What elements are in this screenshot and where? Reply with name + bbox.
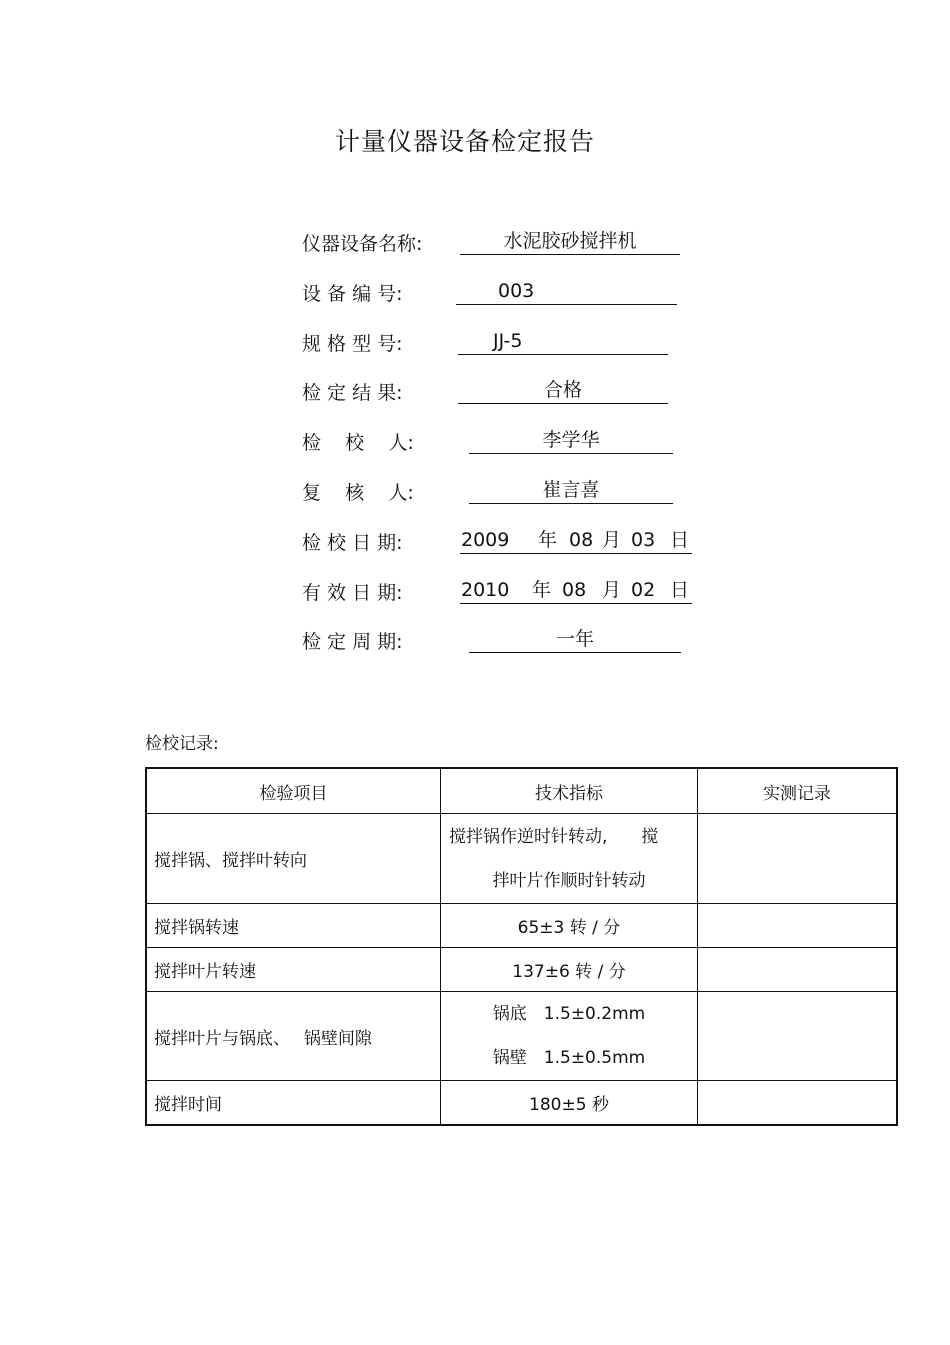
field-value-calibration-date <box>460 528 692 554</box>
row-item: 搅拌叶片转速 <box>146 948 441 992</box>
field-value-model <box>458 329 668 355</box>
valid-day-unit: 日 <box>670 579 690 601</box>
row-item: 搅拌锅转速 <box>146 904 441 948</box>
header-record: 实测记录 <box>698 768 898 814</box>
header-item: 检验项目 <box>146 768 441 814</box>
spec-line-2: 拌叶片作顺时针转动 <box>492 870 646 891</box>
calibration-year-unit: 年 <box>538 529 558 551</box>
field-value-reviewer: 崔言喜 <box>469 478 673 504</box>
spec-line-2: 锅壁 1.5±0.5mm <box>492 1048 646 1068</box>
field-label-calibration-date: 检 校 日 期: <box>302 532 403 554</box>
field-label-equipment-name: 仪器设备名称: <box>302 233 423 255</box>
field-value-equipment-name: 水泥胶砂搅拌机 <box>460 229 680 255</box>
field-value-period: 一年 <box>469 627 681 653</box>
field-value-valid-date <box>460 578 692 604</box>
field-label-equipment-number: 设 备 编 号: <box>302 283 403 305</box>
valid-month-unit: 月 <box>602 579 622 601</box>
valid-year-unit: 年 <box>532 579 552 601</box>
table-row <box>146 992 897 1081</box>
row-spec <box>441 992 698 1081</box>
equipment-number-text: 003 <box>498 280 535 302</box>
valid-day: 02 <box>631 579 656 601</box>
spec-line-1: 搅拌锅作逆时针转动, 搅 <box>449 826 659 847</box>
table-row <box>146 814 897 904</box>
calibration-record-table-wrapper <box>145 767 898 1126</box>
report-title: 计量仪器设备检定报告 <box>334 127 595 156</box>
row-item: 搅拌叶片与锅底、 锅壁间隙 <box>146 992 441 1081</box>
calibration-day: 03 <box>631 529 656 551</box>
row-record[interactable] <box>698 1081 898 1125</box>
table-header-row <box>146 768 897 814</box>
row-item: 搅拌锅、搅拌叶转向 <box>146 814 441 904</box>
record-section-label: 检校记录: <box>145 734 219 754</box>
valid-year: 2010 <box>461 579 510 601</box>
field-label-inspector: 检 校 人: <box>302 432 414 454</box>
row-spec <box>441 814 698 904</box>
header-spec: 技术指标 <box>441 768 698 814</box>
row-spec: 65±3 转 / 分 <box>441 904 698 948</box>
field-value-result: 合格 <box>458 378 668 404</box>
valid-month: 08 <box>562 579 587 601</box>
field-label-period: 检 定 周 期: <box>302 631 403 653</box>
field-value-equipment-number <box>456 279 677 305</box>
row-record[interactable] <box>698 948 898 992</box>
row-item: 搅拌时间 <box>146 1081 441 1125</box>
calibration-record-table <box>145 767 898 1126</box>
row-record[interactable] <box>698 992 898 1081</box>
field-label-result: 检 定 结 果: <box>302 382 403 404</box>
calibration-month-unit: 月 <box>602 529 622 551</box>
field-label-model: 规 格 型 号: <box>302 333 403 355</box>
calibration-month: 08 <box>569 529 594 551</box>
field-label-valid-date: 有 效 日 期: <box>302 582 403 604</box>
table-row <box>146 1081 897 1125</box>
calibration-year: 2009 <box>461 529 510 551</box>
field-value-inspector: 李学华 <box>469 428 673 454</box>
row-spec: 180±5 秒 <box>441 1081 698 1125</box>
field-label-reviewer: 复 核 人: <box>302 482 414 504</box>
model-text: JJ-5 <box>493 330 523 352</box>
row-spec: 137±6 转 / 分 <box>441 948 698 992</box>
spec-line-1: 锅底 1.5±0.2mm <box>492 1004 646 1024</box>
table-row <box>146 948 897 992</box>
row-record[interactable] <box>698 904 898 948</box>
table-row <box>146 904 897 948</box>
row-record[interactable] <box>698 814 898 904</box>
calibration-day-unit: 日 <box>670 529 690 551</box>
